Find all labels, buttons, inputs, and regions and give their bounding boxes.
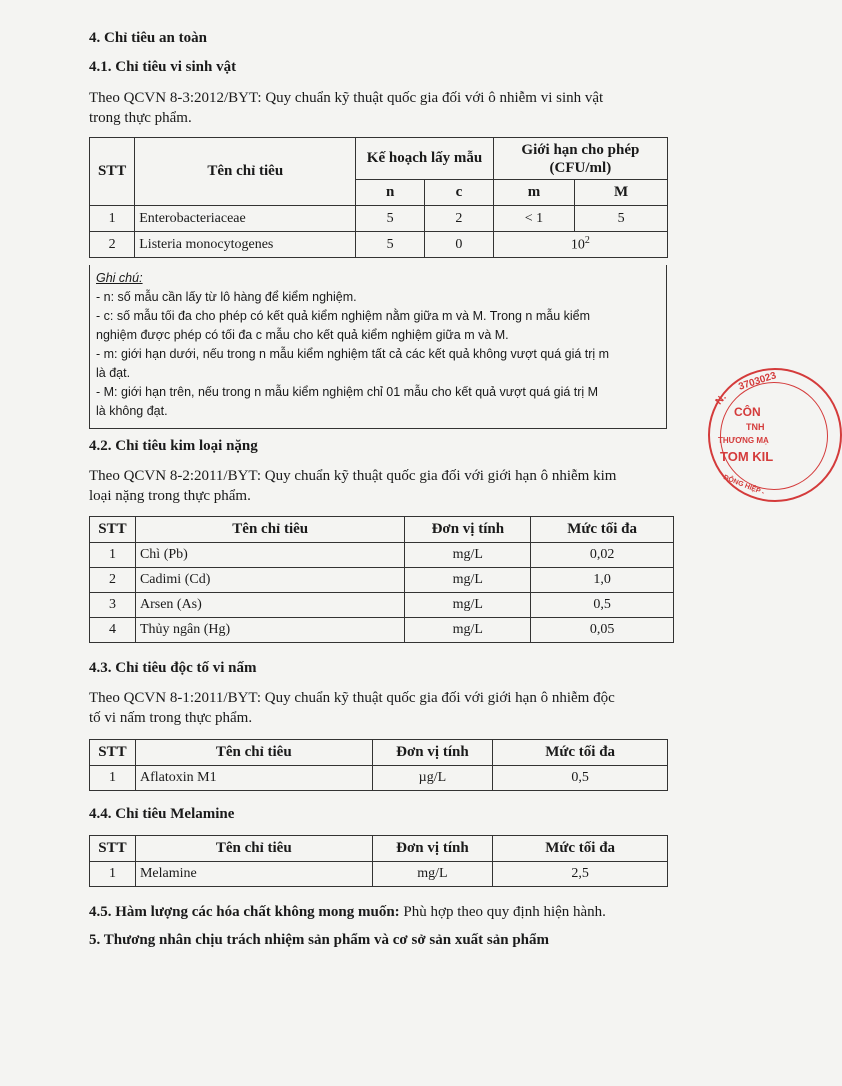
hm-header-max: Mức tối đa <box>531 517 674 543</box>
table-row <box>90 593 674 618</box>
cell-name: Arsen (As) <box>135 593 404 618</box>
micro-header-stt: STT <box>90 138 135 206</box>
micro-header-M: M <box>575 180 668 206</box>
cell-stt: 2 <box>90 568 136 593</box>
cell-unit: mg/L <box>405 543 531 568</box>
micro-header-n: n <box>356 180 425 206</box>
cell-max: 0,05 <box>531 618 674 643</box>
section-4-1-intro-line1: Theo QCVN 8-3:2012/BYT: Quy chuẩn kỹ thuật quốc gia đối với ô nhiễm vi sinh vật <box>89 90 604 106</box>
note-line: - m: giới hạn dưới, nếu trong n mẫu kiểm nghiệm tất cả các kết quả không vượt quá giá trị m <box>96 347 610 361</box>
notes-title: Ghi chú: <box>96 271 143 285</box>
stamp-code: 3703023 <box>737 370 778 393</box>
cell-stt: 1 <box>90 766 136 791</box>
cell-unit: mg/L <box>405 593 531 618</box>
limit-base: 10 <box>570 237 585 253</box>
table-row <box>90 618 674 643</box>
micro-header-name: Tên chỉ tiêu <box>135 138 356 206</box>
cell-name: Cadimi (Cd) <box>135 568 404 593</box>
section-4-3-heading: 4.3. Chỉ tiêu độc tố vi nấm <box>89 660 257 676</box>
cell-max: 2,5 <box>493 862 668 887</box>
section-4-1-heading: 4.1. Chỉ tiêu vi sinh vật <box>89 59 237 75</box>
micro-header-c: c <box>425 180 494 206</box>
micro-header-limit-line1: Giới hạn cho phép <box>521 141 640 158</box>
mel-header-unit: Đơn vị tính <box>372 836 493 862</box>
note-line: - c: số mẫu tối đa cho phép có kết quả kiểm nghiệm nằm giữa m và M. Trong n mẫu kiểm <box>96 309 591 323</box>
section-4-3-intro-line2: tố vi nấm trong thực phẩm. <box>89 710 253 726</box>
table-row <box>90 232 668 258</box>
section-4-heading: 4. Chỉ tiêu an toàn <box>89 30 207 46</box>
myco-header-stt: STT <box>90 740 136 766</box>
table-row <box>90 766 668 791</box>
cell-unit: mg/L <box>405 568 531 593</box>
cell-name: Aflatoxin M1 <box>135 766 372 791</box>
mel-header-stt: STT <box>90 836 136 862</box>
cell-name: Listeria monocytogenes <box>135 232 356 258</box>
table-row <box>90 543 674 568</box>
stamp-line4: TOM KIL <box>720 449 774 464</box>
note-line: là đạt. <box>96 366 131 380</box>
cell-unit: mg/L <box>372 862 493 887</box>
section-4-5 <box>89 902 606 923</box>
hm-header-stt: STT <box>90 517 136 543</box>
section-4-3-intro-line1: Theo QCVN 8-1:2011/BYT: Quy chuẩn kỹ thuật quốc gia đối với giới hạn ô nhiễm độc <box>89 690 615 706</box>
section-4-1-intro-line2: trong thực phẩm. <box>89 110 192 126</box>
cell-name: Enterobacteriaceae <box>135 206 356 232</box>
table-row <box>90 206 668 232</box>
hm-header-unit: Đơn vị tính <box>405 517 531 543</box>
table-row <box>90 568 674 593</box>
cell-max: 0,02 <box>531 543 674 568</box>
stamp-line1: CÔN <box>734 405 761 419</box>
micro-header-plan: Kế hoạch lấy mẫu <box>356 138 493 180</box>
micro-header-limit-line2: (CFU/ml) <box>549 159 612 176</box>
cell-stt: 2 <box>90 232 135 258</box>
micro-notes <box>89 265 667 429</box>
mel-header-max: Mức tối đa <box>493 836 668 862</box>
cell-max: 1,0 <box>531 568 674 593</box>
section-4-4-heading: 4.4. Chỉ tiêu Melamine <box>89 806 235 822</box>
cell-stt: 3 <box>90 593 136 618</box>
cell-c: 0 <box>425 232 494 258</box>
heavy-metal-table <box>89 516 674 643</box>
myco-header-max: Mức tối đa <box>493 740 668 766</box>
section-4-2-intro-line1: Theo QCVN 8-2:2011/BYT: Quy chuẩn kỹ thuật quốc gia đối với giới hạn ô nhiễm kim <box>89 468 617 484</box>
cell-limit <box>493 232 667 258</box>
myco-header-unit: Đơn vị tính <box>372 740 493 766</box>
cell-stt: 1 <box>90 206 135 232</box>
section-4-2-heading: 4.2. Chỉ tiêu kim loại nặng <box>89 438 258 454</box>
cell-stt: 1 <box>90 862 136 887</box>
mycotoxin-table <box>89 739 668 791</box>
section-5-heading: 5. Thương nhân chịu trách nhiệm sản phẩm và cơ sở sản xuất sản phẩm <box>89 932 550 948</box>
micro-header-limit <box>493 138 667 180</box>
cell-max: 0,5 <box>493 766 668 791</box>
mel-header-name: Tên chỉ tiêu <box>135 836 372 862</box>
cell-name: Thủy ngân (Hg) <box>135 618 404 643</box>
note-line: là không đạt. <box>96 404 168 418</box>
cell-unit: µg/L <box>372 766 493 791</box>
myco-header-name: Tên chỉ tiêu <box>135 740 372 766</box>
note-line: - n: số mẫu cần lấy từ lô hàng để kiểm nghiệm. <box>96 290 357 304</box>
cell-n: 5 <box>356 232 425 258</box>
hm-header-name: Tên chỉ tiêu <box>135 517 404 543</box>
cell-name: Chì (Pb) <box>135 543 404 568</box>
stamp-line2: TNH <box>746 422 765 432</box>
cell-stt: 4 <box>90 618 136 643</box>
cell-max: 0,5 <box>531 593 674 618</box>
melamine-table <box>89 835 668 887</box>
cell-M: 5 <box>575 206 668 232</box>
company-stamp <box>708 368 842 502</box>
section-4-2-intro-line2: loại nặng trong thực phẩm. <box>89 488 251 504</box>
stamp-left-text: N: <box>713 391 729 408</box>
cell-c: 2 <box>425 206 494 232</box>
micro-table <box>89 137 668 258</box>
cell-name: Melamine <box>135 862 372 887</box>
stamp-line3: THƯƠNG MẠ <box>718 436 769 445</box>
limit-exponent: 2 <box>584 235 590 247</box>
cell-stt: 1 <box>90 543 136 568</box>
cell-n: 5 <box>356 206 425 232</box>
section-4-5-label: 4.5. Hàm lượng các hóa chất không mong muốn: <box>89 904 400 920</box>
cell-m: < 1 <box>493 206 574 232</box>
note-line: nghiệm được phép có tối đa c mẫu cho kết quả kiểm nghiệm giữa m và M. <box>96 328 509 342</box>
note-line: - M: giới hạn trên, nếu trong n mẫu kiểm nghiệm chỉ 01 mẫu cho kết quả vượt quá giá trị M <box>96 385 599 399</box>
stamp-bottom-text: ĐÔNG HIỆP - <box>722 474 766 497</box>
micro-header-m: m <box>493 180 574 206</box>
section-4-5-text: Phù hợp theo quy định hiện hành. <box>399 904 606 920</box>
table-row <box>90 862 668 887</box>
cell-unit: mg/L <box>405 618 531 643</box>
